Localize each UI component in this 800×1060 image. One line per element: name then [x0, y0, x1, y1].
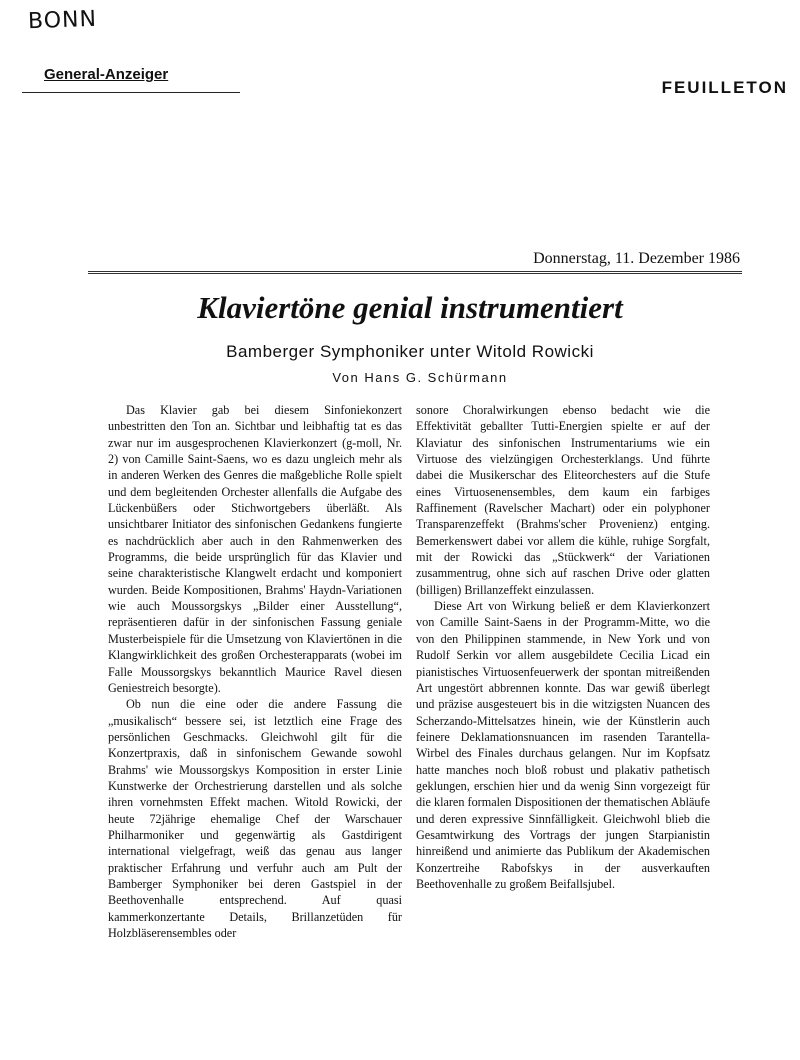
- handwritten-note: BONN: [27, 6, 98, 35]
- publication-date: Donnerstag, 11. Dezember 1986: [533, 250, 740, 267]
- article-column-right: [416, 402, 710, 892]
- masthead-rule: [22, 92, 240, 93]
- article-headline: Klaviertöne genial instrumentiert: [197, 290, 623, 325]
- section-label: FEUILLETON: [661, 78, 788, 97]
- paragraph: Das Klavier gab bei diesem Sinfoniekonzert unbestritten den Ton an. Sichtbar und leibhaftig tat es das zwar nur im ausgesprochenen Klavierkonzert (g-moll, Nr. 2) von Camille Saint-Saens, wo es dazu ungleich mehr als in anderen Werken des Genres die maßgebliche Rolle spielt und dem begleitenden Orchester allenfalls die Aufgabe des Lückenbüßers oder Stichwortgebers überläßt. Als unsichtbarer Initiator des sinfonischen Gedankens fungierte es nachdrücklich aber auch in den Rahmenwerken des Programms, die beide ursprünglich für das Klavier und seine charakteristische Klangwelt erdacht und komponiert wurden. Beide Kompositionen, Brahms' Haydn-Variationen wie auch Moussorgskys „Bilder einer Ausstellung“, repräsentieren dafür in der sinfonischen Fassung geniale Musterbeispiele für die Umsetzung von Klaviertönen in die Klangwirklichkeit des großen Orchesterapparats (wobei im Falle Moussorgskys bekanntlich Maurice Ravel diesen Geniestreich besorgte).: [108, 403, 402, 695]
- paragraph: Diese Art von Wirkung beließ er dem Klavierkonzert von Camille Saint-Saens in der Programm-Mitte, wo die von den Philippinen stammende, in New York und von Rudolf Serkin vor allem ausgebildete Cecilia Licad ein pianistisches Virtuosenfeuerwerk der spontan mitreißenden Art ungestört abbrennen konnte. Das war gewiß überlegt und präzise ausgesteuert bis in die witzigsten Nuancen des Scherzando-Mittelsatzes hinein, wie der Künstlerin auch feinere Deklamationsnuancen im rasenden Tarantella-Wirbel des Finales durchaus gelangen. Nur im Kopfsatz hatte manches noch bloß robust und plakativ pathetisch geklungen, erschien hier und da wenig Sinn vorgezeigt für die klaren formalen Dispositionen der thematischen Abläufe und deren expressive Sinnfälligkeit. Gleichwohl blieb die Gesamtwirkung des Vortrags der jungen Starpianistin hinreißend und animierte das Publikum der Akademischen Konzertreihe Rabofskys in der ausverkauften Beethovenhalle zu großem Beifallsjubel.: [416, 599, 710, 891]
- date-rule: [88, 271, 742, 274]
- article-subheadline: Bamberger Symphoniker unter Witold Rowicki: [226, 342, 594, 361]
- paragraph: sonore Choralwirkungen ebenso bedacht wie die Effektivität geballter Tutti-Energien spielte er auf der Klaviatur des sinfonischen Instrumentariums wie ein Virtuose des vielzüngigen Orchesterklangs. Und führte dabei die Musikerschar des Eliteorchesters auf die Stufe eines Virtuosenensembles, dem kaum ein farbiges Raffinement (Ravelscher Machart) oder ein polyphoner Transparenzeffekt (Brahms'scher Provenienz) entging. Bemerkenswert dabei vor allem die kühle, ruhige Sorgfalt, mit der Rowicki das „Stückwerk“ der Variationen zusammentrug, ohne sich auf raschen Drive oder glatten (billigen) Brillanzeffekt einzulassen.: [416, 403, 710, 597]
- paragraph: Ob nun die eine oder die andere Fassung die „musikalisch“ bessere sei, ist letztlich eine Frage des persönlichen Geschmacks. Gleichwohl gilt für die Konzertpraxis, daß in sinfonischem Gewande sowohl Brahms' wie Moussorgskys Komposition in erster Linie Kunstwerke der Orchestrierung darstellen und als solche ihren vornehmsten Effekt machen. Witold Rowicki, der heute 72jährige ehemalige Chef der Warschauer Philharmoniker und gegenwärtig als Gastdirigent international vielgefragt, weiß das genau aus langer praktischer Erfahrung und verfuhr auch am Pult der Bamberger Symphoniker bei deren Gastspiel in der Beethovenhalle entsprechend. Auf quasi kammerkonzertante Details, Brillanzetüden für Holzbläserensembles oder: [108, 697, 402, 940]
- article-column-left: [108, 402, 402, 941]
- newspaper-name: General-Anzeiger: [44, 66, 169, 83]
- article-byline: Von Hans G. Schürmann: [332, 370, 508, 385]
